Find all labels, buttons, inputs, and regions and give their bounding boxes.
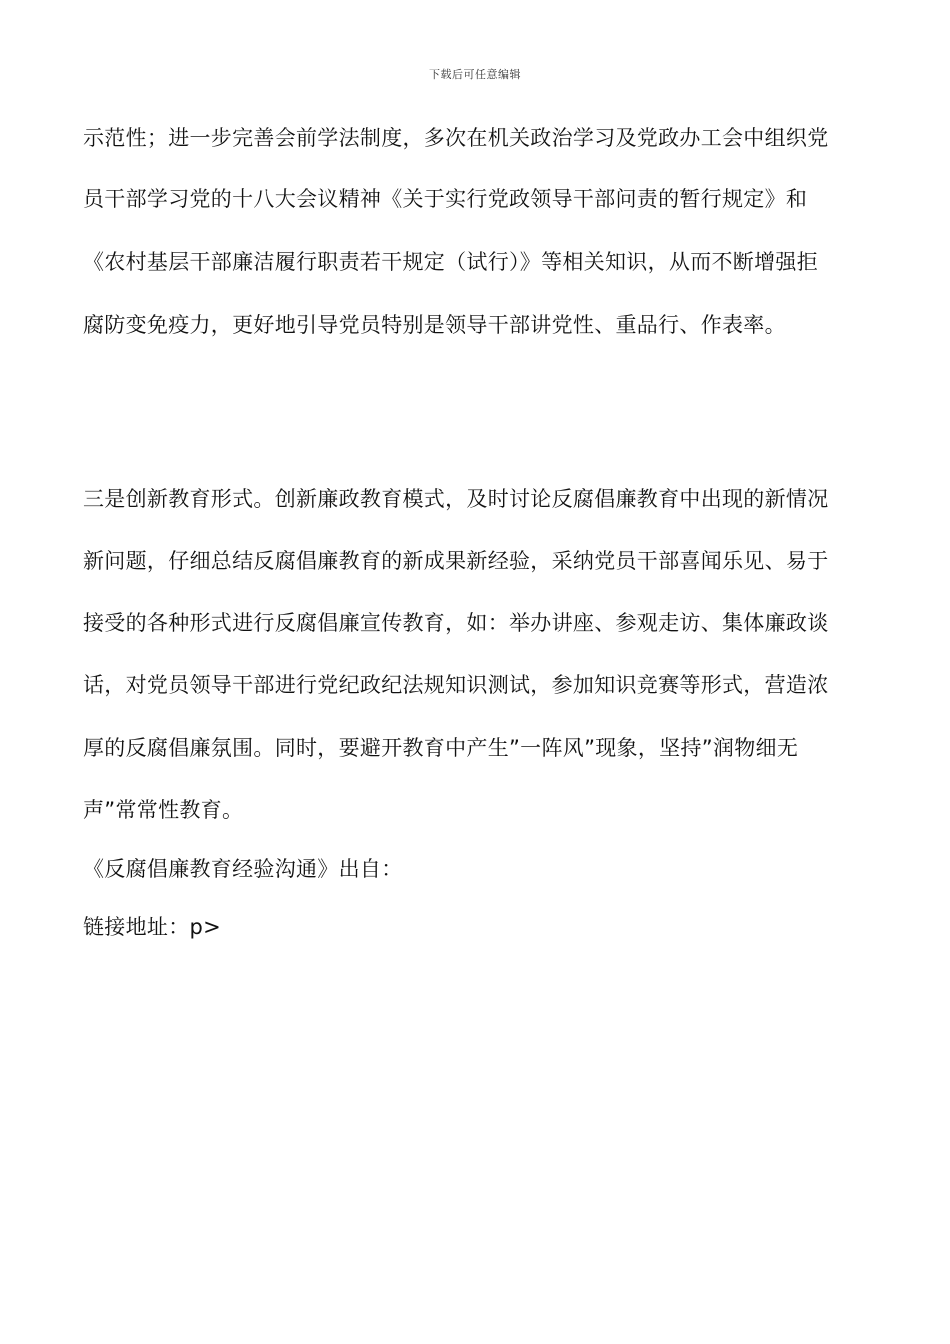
paragraph-line: 示范性；进一步完善会前学法制度，多次在机关政治学习及党政办工会中组织党 bbox=[83, 126, 829, 150]
paragraph-line: 话，对党员领导干部进行党纪政纪法规知识测试，参加知识竞赛等形式，营造浓 bbox=[83, 673, 829, 697]
paragraph-line: 厚的反腐倡廉氛围。同时，要避开教育中产生”一阵风”现象，坚持”润物细无 bbox=[83, 736, 799, 760]
source-link[interactable]: 链接地址：p> bbox=[83, 915, 222, 939]
paragraph-line: 接受的各种形式进行反腐倡廉宣传教育，如：举办讲座、参观走访、集体廉政谈 bbox=[83, 611, 829, 635]
paragraph-line: 员干部学习党的十八大会议精神《关于实行党政领导干部问责的暂行规定》和 bbox=[83, 187, 808, 211]
paragraph-line: 声”常常性教育。 bbox=[83, 798, 244, 822]
header-note: 下载后可任意编辑 bbox=[429, 68, 521, 81]
paragraph-line: 三是创新教育形式。创新廉政教育模式，及时讨论反腐倡廉教育中出现的新情况 bbox=[83, 487, 829, 511]
paragraph-line: 新问题，仔细总结反腐倡廉教育的新成果新经验，采纳党员干部喜闻乐见、易于 bbox=[83, 549, 829, 573]
paragraph-line: 《农村基层干部廉洁履行职责若干规定（试行）》等相关知识，从而不断增强拒 bbox=[83, 250, 818, 274]
paragraph-line: 腐防变免疫力，更好地引导党员特别是领导干部讲党性、重品行、作表率。 bbox=[83, 313, 786, 337]
source-label: 《反腐倡廉教育经验沟通》出自： bbox=[83, 857, 403, 881]
